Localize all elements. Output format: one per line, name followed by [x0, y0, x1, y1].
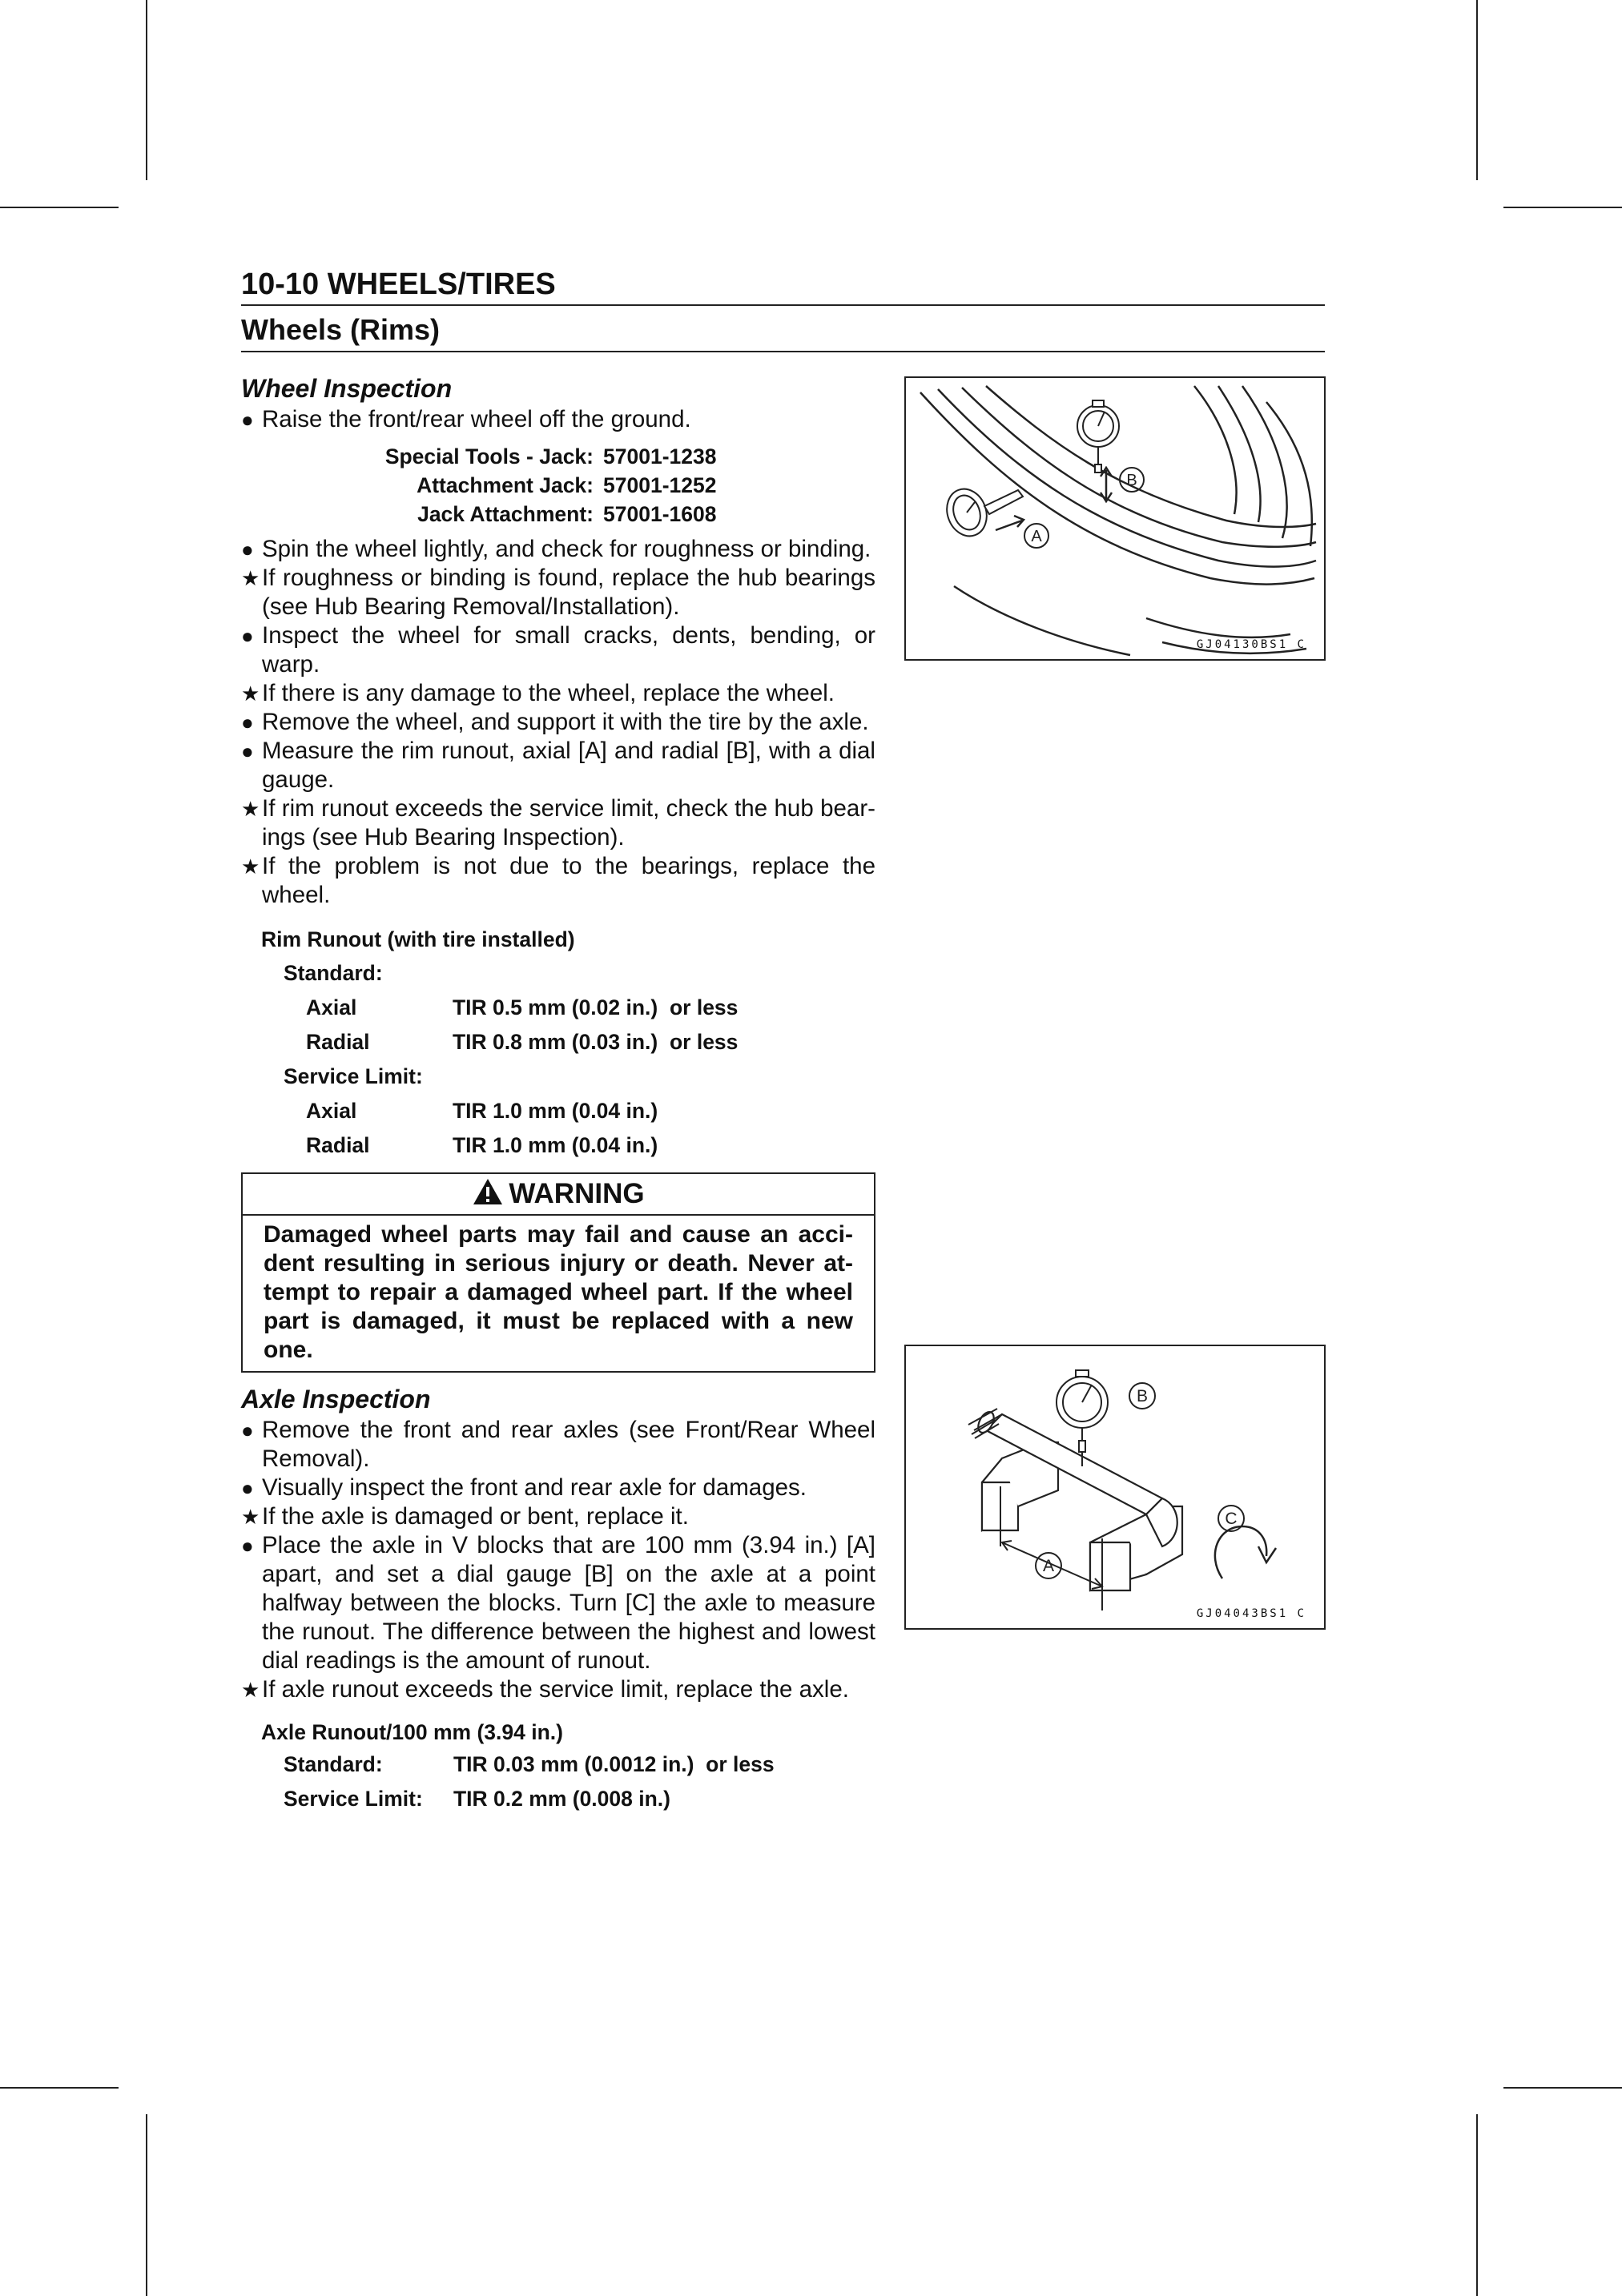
step-text: Remove the wheel, and support it with the tire by the axle. — [262, 709, 869, 735]
figure-wheel-runout — [904, 376, 1326, 661]
spec-title: Rim Runout (with tire installed) — [261, 927, 575, 951]
step-text: Inspect the wheel for small cracks, dents, bending, or warp. — [262, 622, 875, 678]
spec-value: TIR 0.5 mm (0.02 in.) or less — [453, 995, 739, 1019]
figure-label-a: A — [1042, 1557, 1055, 1575]
tool-part-number: 57001-1608 — [603, 502, 717, 526]
step-text: Visually inspect the front and rear axle for damages. — [262, 1474, 807, 1501]
figure-label-b: B — [1126, 472, 1137, 489]
bullet-icon: ● — [241, 1476, 254, 1500]
spec-service-label: Service Limit: — [284, 1787, 423, 1811]
spec-standard-label: Standard: — [284, 1752, 383, 1776]
star-icon: ★ — [241, 566, 260, 590]
list-item — [241, 564, 875, 621]
crop-mark — [1476, 0, 1478, 180]
bullet-icon: ● — [241, 537, 254, 561]
crop-mark — [1503, 2087, 1622, 2089]
star-icon: ★ — [241, 1678, 260, 1702]
spec-key: Axial — [306, 995, 357, 1019]
header-rule — [241, 304, 1325, 306]
spec-value: TIR 1.0 mm (0.04 in.) — [453, 1133, 658, 1157]
bullet-icon: ● — [241, 710, 254, 734]
figure-label-a: A — [1031, 528, 1042, 545]
crop-mark — [1503, 207, 1622, 208]
step-text: If axle runout exceeds the service limit, replace the axle. — [262, 1676, 849, 1703]
spec-title: Axle Runout/100 mm (3.94 in.) — [261, 1720, 563, 1744]
star-icon: ★ — [241, 1505, 260, 1529]
tools-label: Special Tools - Jack: — [384, 444, 594, 468]
list-item — [241, 679, 875, 708]
section-title: Wheels (Rims) — [241, 313, 441, 346]
crop-mark — [146, 0, 147, 180]
tools-label: Attachment Jack: — [417, 473, 594, 497]
list-item — [241, 794, 875, 852]
step-text: If the problem is not due to the bearings, replace the wheel. — [262, 853, 875, 908]
special-tools — [261, 442, 875, 529]
list-item — [241, 1502, 875, 1531]
figure-code: GJ04043BS1 C — [1196, 1607, 1306, 1620]
axle-runout-illustration — [906, 1346, 1324, 1628]
wheel-inspection-heading: Wheel Inspection — [241, 374, 453, 403]
star-icon: ★ — [241, 797, 260, 821]
list-item — [241, 535, 875, 564]
list-item — [241, 852, 875, 910]
figure-label-c: C — [1225, 1510, 1238, 1528]
step-text: Remove the front and rear axles (see Front/Rear Wheel Removal). — [262, 1417, 875, 1472]
list-item — [241, 1474, 875, 1502]
bullet-icon: ● — [241, 1534, 254, 1558]
figure-code: GJ04130BS1 C — [1196, 638, 1306, 651]
star-icon: ★ — [241, 854, 260, 879]
section-rule — [241, 351, 1325, 352]
step-text: If roughness or binding is found, replace the hub bearings (see Hub Bearing Removal/Installation). — [262, 565, 875, 620]
warning-heading: WARNING — [243, 1174, 874, 1216]
bullet-icon: ● — [241, 739, 254, 763]
spec-value: TIR 0.2 mm (0.008 in.) — [453, 1787, 670, 1811]
list-item — [241, 1531, 875, 1675]
crop-mark — [0, 207, 119, 208]
axle-inspection-heading: Axle Inspection — [241, 1385, 431, 1413]
figure-label-b: B — [1136, 1387, 1149, 1405]
star-icon: ★ — [241, 682, 260, 706]
rim-runout-spec — [261, 923, 875, 1163]
crop-mark — [1476, 2114, 1478, 2296]
tool-part-number: 57001-1252 — [603, 473, 717, 497]
step-text: Place the axle in V blocks that are 100 mm (3.94 in.) [A] apart, and set a dial gauge [B] on the axle at a point halfway between the blocks. Turn [C] the axle to measure the runout. The difference between the highest and lowest dial readings is the amount of runout. — [262, 1532, 875, 1674]
list-item — [241, 405, 875, 434]
bullet-icon: ● — [241, 408, 254, 432]
spec-key: Axial — [306, 1099, 357, 1123]
figure-axle-runout — [904, 1345, 1326, 1630]
step-text: If there is any damage to the wheel, replace the wheel. — [262, 680, 835, 706]
page-title: 10-10 WHEELS/TIRES — [241, 267, 556, 301]
list-item — [241, 621, 875, 679]
warning-triangle-icon — [472, 1177, 504, 1206]
spec-value: TIR 1.0 mm (0.04 in.) — [453, 1099, 658, 1123]
spec-value: TIR 0.03 mm (0.0012 in.) or less — [453, 1752, 775, 1776]
spec-service-label: Service Limit: — [284, 1064, 423, 1088]
spec-key: Radial — [306, 1133, 370, 1157]
step-text: Measure the rim runout, axial [A] and radial [B], with a dial gauge. — [262, 738, 875, 793]
bullet-icon: ● — [241, 1418, 254, 1442]
step-text: If the axle is damaged or bent, replace it. — [262, 1503, 689, 1530]
axle-runout-spec — [261, 1717, 875, 1816]
page-header — [241, 264, 1325, 352]
crop-mark — [146, 2114, 147, 2296]
bullet-icon: ● — [241, 624, 254, 648]
spec-standard-label: Standard: — [284, 961, 383, 985]
list-item — [241, 1416, 875, 1474]
crop-mark — [0, 2087, 119, 2089]
tools-label: Jack Attachment: — [417, 502, 594, 526]
spec-value: TIR 0.8 mm (0.03 in.) or less — [453, 1030, 739, 1054]
step-text: Raise the front/rear wheel off the ground. — [262, 406, 691, 432]
warning-box — [241, 1172, 875, 1373]
step-text: Spin the wheel lightly, and check for roughness or binding. — [262, 536, 871, 562]
wheel-runout-illustration — [906, 378, 1324, 659]
list-item — [241, 1675, 875, 1704]
tool-part-number: 57001-1238 — [603, 444, 717, 468]
step-text: If rim runout exceeds the service limit, check the hub bearings (see Hub Bearing Inspection). — [262, 795, 875, 850]
list-item — [241, 737, 875, 794]
list-item — [241, 708, 875, 737]
spec-key: Radial — [306, 1030, 370, 1054]
warning-text: Damaged wheel parts may fail and cause an accident resulting in serious injury or death. Never attempt to repair a damaged wheel part. If the wheel part is damaged, it must be replaced with a new one. — [264, 1221, 853, 1363]
wheel-inspection-section — [241, 373, 875, 1816]
